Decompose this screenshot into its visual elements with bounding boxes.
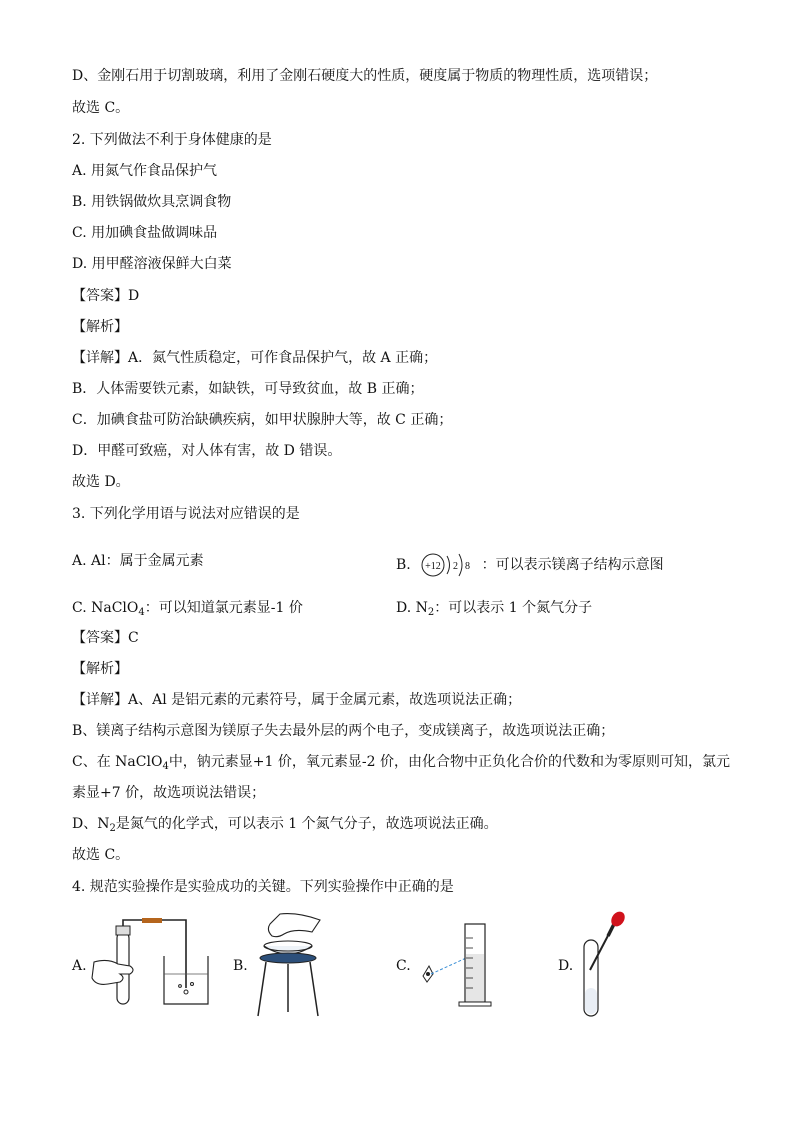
option-b: B. 用铁锅做炊具烹调食物 xyxy=(72,194,232,210)
shell-2-electrons: 8 xyxy=(465,561,471,572)
formula-text: C. NaClO xyxy=(72,600,139,616)
subscript: 4 xyxy=(138,607,145,618)
subscript: 4 xyxy=(162,761,169,772)
explanation-line: B．人体需要铁元素，如缺铁，可导致贫血，故 B 正确； xyxy=(72,381,424,397)
text-line: 故选 C。 xyxy=(72,100,130,116)
magnesium-ion-diagram xyxy=(419,551,475,579)
answer-label: 【答案】D xyxy=(72,288,140,304)
explanation-text: 中，钠元素显+1 价，氧元素显-2 价，由化合物中正负化合价的代数和为零原则可知，氯元 xyxy=(168,754,730,770)
explanation-line: D．甲醛可致癌，对人体有害，故 D 错误。 xyxy=(72,443,342,459)
option-d: D. 用甲醛溶液保鲜大白菜 xyxy=(72,256,232,272)
analysis-label: 【解析】 xyxy=(72,661,128,677)
option-c xyxy=(72,598,303,623)
rubber-tube xyxy=(142,918,162,923)
option-b-label: B. xyxy=(233,958,248,974)
conclusion-line: 故选 C。 xyxy=(72,847,130,863)
text-line: D、金刚石用于切割玻璃，利用了金刚石硬度大的性质，硬度属于物质的物理性质，选项错误； xyxy=(72,68,658,84)
option-d xyxy=(396,598,592,623)
option-d-label: D. xyxy=(558,958,574,974)
nucleus-charge: +12 xyxy=(425,561,442,572)
explanation-line xyxy=(72,752,730,777)
question-2: 2. 下列做法不利于身体健康的是 xyxy=(72,132,272,148)
option-a: A. Al：属于金属元素 xyxy=(72,553,204,569)
explanation-line: 【详解】A．氮气性质稳定，可作食品保护气，故 A 正确； xyxy=(72,350,438,366)
explanation-text: 是氮气的化学式，可以表示 1 个氮气分子，故选项说法正确。 xyxy=(115,816,498,832)
option-b-text: ：可以表示镁离子结构示意图 xyxy=(481,557,664,573)
explanation-line: B、镁离子结构示意图为镁原子失去最外层的两个电子，变成镁离子，故选项说法正确； xyxy=(72,723,615,739)
option-text: ：可以表示 1 个氮气分子 xyxy=(434,600,593,616)
airtightness-check-figure xyxy=(90,918,212,1010)
option-a: A. 用氮气作食品保护气 xyxy=(72,163,218,179)
shell-1-electrons: 2 xyxy=(453,561,459,572)
option-b-label: B. xyxy=(396,557,411,573)
option-a-label: A. xyxy=(72,958,87,974)
option-text: ：可以知道氯元素显-1 价 xyxy=(144,600,303,616)
analysis-label: 【解析】 xyxy=(72,319,128,335)
option-c-label: C. xyxy=(396,958,411,974)
option-b xyxy=(396,551,664,579)
subscript: 2 xyxy=(109,823,116,834)
answer-label: 【答案】C xyxy=(72,630,139,646)
explanation-text: D、N xyxy=(72,816,110,832)
explanation-text: C、在 NaClO xyxy=(72,754,163,770)
evaporation-dish-figure xyxy=(250,912,326,1020)
option-c: C. 用加碘食盐做调味品 xyxy=(72,225,218,241)
explanation-line: 【详解】A、Al 是铝元素的元素符号，属于金属元素，故选项说法正确； xyxy=(72,692,522,708)
explanation-line: C．加碘食盐可防治缺碘疾病，如甲状腺肿大等，故 C 正确； xyxy=(72,412,453,428)
explanation-line xyxy=(72,814,498,839)
dropper-figure xyxy=(576,910,628,1020)
subscript: 2 xyxy=(427,607,435,618)
formula-text: D. N xyxy=(396,600,428,616)
question-4: 4. 规范实验操作是实验成功的关键。下列实验操作中正确的是 xyxy=(72,879,454,895)
question-3: 3. 下列化学用语与说法对应错误的是 xyxy=(72,506,300,522)
cylinder-reading-figure xyxy=(415,918,497,1008)
explanation-line: 素显+7 价，故选项说法错误； xyxy=(72,785,266,801)
conclusion-line: 故选 D。 xyxy=(72,474,130,490)
